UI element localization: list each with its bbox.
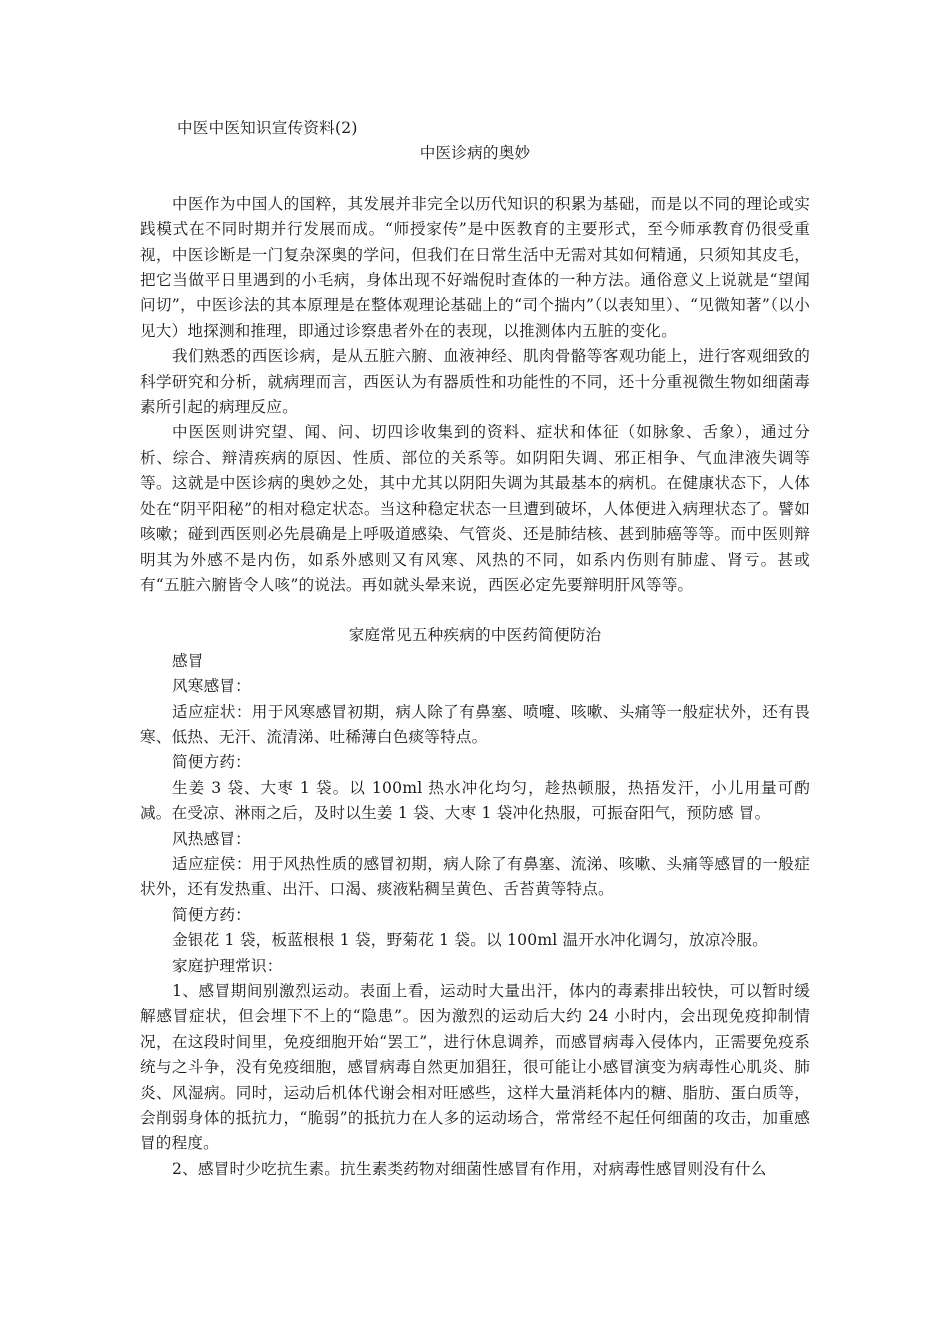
subheading-remedy: 简便方药： [172,905,251,924]
paragraph: 2、感冒时少吃抗生素。抗生素类药物对细菌性感冒有作用，对病毒性感冒则没有什么 [172,1159,767,1178]
subheading-home-care: 家庭护理常识： [172,956,283,975]
paragraph: 生姜 3 袋、大枣 1 袋。以 100ml 热水冲化均匀，趁热顿服，热捂发汗，小儿用量可酌减。在受凉、淋雨之后，及时以生姜 1 袋、大枣 1 袋冲化热服，可振奋阳气，预防感 冒。 [140,778,810,823]
paragraph: 金银花 1 袋，板蓝根根 1 袋，野菊花 1 袋。以 100ml 温开水冲化调匀，放凉冷服。 [172,931,768,950]
paragraph: 适应症状：用于风寒感冒初期，病人除了有鼻塞、喷嚏、咳嗽、头痛等一般症状外，还有畏寒、低热、无汗、流清涕、吐稀薄白色痰等特点。 [140,702,810,746]
subheading-cold: 感冒 [172,651,204,670]
section-title-common-diseases: 家庭常见五种疾病的中医药简便防治 [348,626,602,645]
document-title: 中医中医知识宣传资料(2) [177,119,358,137]
subheading-wind-cold: 风寒感冒： [172,677,251,696]
paragraph: 中医医则讲究望、闻、问、切四诊收集到的资料、症状和体征（如脉象、舌象），通过分析、综合、辩清疾病的原因、性质、部位的关系等。如阴阳失调、邪正相争、气血津液失调等等。这就是中医诊病的奥妙之处，其中尤其以阴阳失调为其最基本的病机。在健康状态下，人体处在“阴平阳秘”的相对稳定状态。当这种稳定状态一旦遭到破坏，人体便进入病理状态了。譬如咳嗽；碰到西医则必先晨确是上呼吸道感染、气管炎、还是肺结核、甚到肺癌等等。而中医则辩明其为外感不是内伤，如系外感则又有风寒、风热的不同，如系内伤则有肺虚、肾亏。甚或有“五脏六腑皆令人咳”的说法。再如就头晕来说，西医必定先要辩明肝风等等。 [140,423,810,594]
subheading-wind-heat: 风热感冒： [172,829,251,848]
paragraph: 中医作为中国人的国粹，其发展并非完全以历代知识的积累为基础，而是以不同的理论或实践模式在不同时期并行发展而成。“师授家传”是中医教育的主要形式，至今师承教育仍很受重视，中医诊断是一门复杂深奥的学问，但我们在日常生活中无需对其如何精通，只须知其皮毛，把它当做平日里遇到的小毛病，身体出现不好端倪时查体的一种方法。通俗意义上说就是“望闻问切”，中医诊法的其本原理是在整体观理论基础上的“司个揣内”（以表知里）、“见微知著”（以小见大）地探测和推理，即通过诊察患者外在的表现，以推测体内五脏的变化。 [140,194,810,340]
paragraph: 我们熟悉的西医诊病，是从五脏六腑、血液神经、肌肉骨骼等客观功能上，进行客观细致的科学研究和分析，就病理而言，西医认为有器质性和功能性的不同，还十分重视微生物如细菌毒素所引起的病理反应。 [140,347,810,417]
document-page [140,116,810,1182]
paragraph: 1、感冒期间别激烈运动。表面上看，运动时大量出汗，体内的毒素排出较快，可以暂时缓解感冒症状，但会埋下不上的“隐患”。因为激烈的运动后大约 24 小时内，会出现免疫抑制情况，在这段时间里，免疫细胞开始“罢工”，进行休息调养，而感冒病毒入侵体内，正需要免疫系统与之斗争，没有免疫细胞，感冒病毒自然更加猖狂，很可能让小感冒演变为病毒性心肌炎、肺炎、风湿病。同时，运动后机体代谢会相对旺感些，这样大量消耗体内的糖、脂肪、蛋白质等，会削弱身体的抵抗力，“脆弱”的抵抗力在人多的运动场合，常常经不起任何细菌的攻击，加重感冒的程度。 [140,982,810,1153]
section-title-diagnosis: 中医诊病的奥妙 [419,144,531,163]
paragraph: 适应症侯：用于风热性质的感冒初期，病人除了有鼻塞、流涕、咳嗽、头痛等感冒的一般症状外，还有发热重、出汗、口渴、痰液粘稠呈黄色、舌苔黄等特点。 [140,854,810,899]
subheading-remedy: 简便方药： [172,753,251,772]
